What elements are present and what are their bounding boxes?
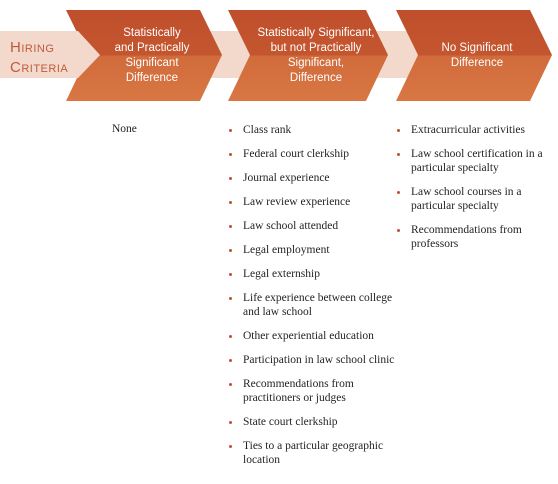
hiring-criteria-label [10, 38, 90, 78]
list-item: Law school certification in a particular specialty [396, 147, 556, 175]
list-item: Extracurricular activities [396, 123, 556, 137]
list-item: State court clerkship [228, 415, 398, 429]
column-2-list [228, 123, 398, 477]
column-heading-2: Statistically Significant, but not Practically Significant, Difference [257, 27, 375, 84]
column-heading-3: No Significant Difference [441, 42, 513, 69]
column-3-list [396, 123, 556, 261]
hiring-criteria-line1: Hiring [10, 39, 55, 56]
list-item: Legal employment [228, 243, 398, 257]
list-item: Law school courses in a particular specialty [396, 185, 556, 213]
column-heading-1: Statistically and Practically Significant Difference [114, 27, 190, 84]
list-item: Class rank [228, 123, 398, 137]
list-item: Law school attended [228, 219, 398, 233]
list-item: Legal externship [228, 267, 398, 281]
column-1-empty-text: None [112, 123, 137, 135]
list-item: Life experience between college and law school [228, 291, 398, 319]
list-item: Recommendations from professors [396, 223, 556, 251]
list-item: Participation in law school clinic [228, 353, 398, 367]
list-item: Law review experience [228, 195, 398, 209]
list-item: Other experiential education [228, 329, 398, 343]
hiring-criteria-line2: Criteria [10, 59, 69, 76]
list-item: Federal court clerkship [228, 147, 398, 161]
list-item: Ties to a particular geographic location [228, 439, 398, 467]
list-item: Journal experience [228, 171, 398, 185]
list-item: Recommendations from practitioners or judges [228, 377, 398, 405]
